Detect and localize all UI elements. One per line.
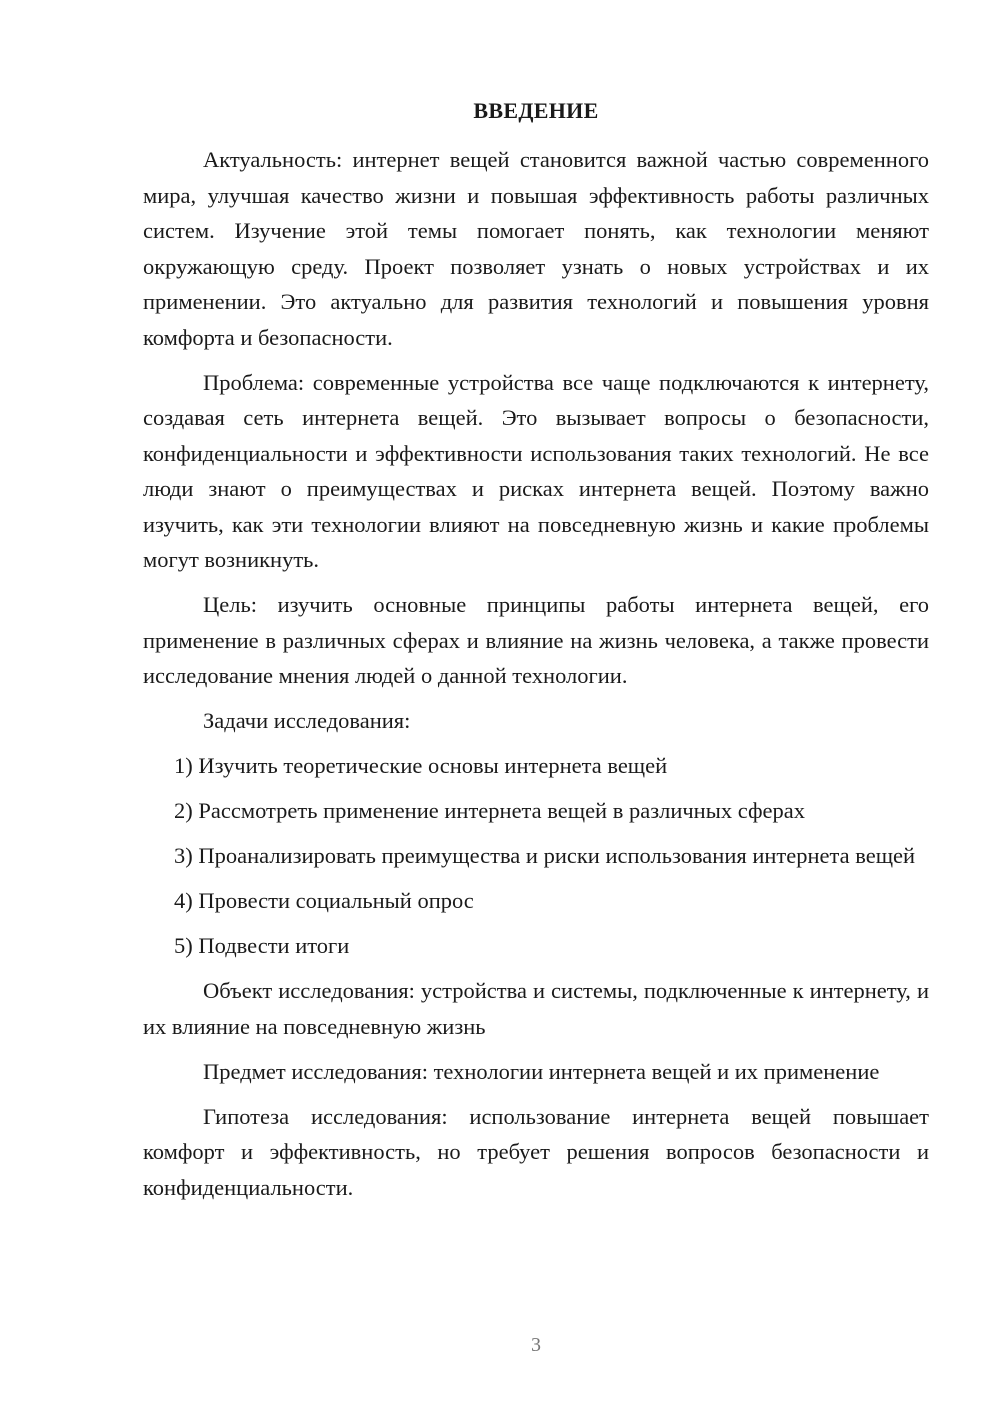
task-item: 1) Изучить теоретические основы интернета вещей: [174, 753, 668, 778]
goal-paragraph: Цель: изучить основные принципы работы интернета вещей, его применение в различных сферах и влияние на жизнь человека, а также провести исследование мнения людей о данной технологии.: [143, 592, 929, 688]
relevance-paragraph: Актуальность: интернет вещей становится важной частью современного мира, улучшая качество жизни и повышая эффективность работы различных систем. Изучение этой темы помогает понять, как технологии меняют окружающую среду. Проект позволяет узнать о новых устройствах и их применении. Это актуально для развития технологий и повышения уровня комфорта и безопасности.: [143, 147, 929, 350]
hypothesis-paragraph: Гипотеза исследования: использование интернета вещей повышает комфорт и эффективность, но требует решения вопросов безопасности и конфиденциальности.: [143, 1103, 929, 1200]
task-item: 2) Рассмотреть применение интернета вещей в различных сферах: [174, 798, 806, 823]
document-body: [143, 142, 929, 1215]
task-item: 5) Подвести итоги: [174, 933, 350, 958]
subject-paragraph: Предмет исследования: технологии интернета вещей и их применение: [203, 1058, 880, 1084]
task-item: 3) Проанализировать преимущества и риски использования интернета вещей: [174, 843, 916, 868]
page-number: 3: [531, 1334, 541, 1356]
object-paragraph: Объект исследования: устройства и системы, подключенные к интернету, и их влияние на повседневную жизнь: [143, 978, 929, 1039]
task-item: 4) Провести социальный опрос: [174, 888, 474, 913]
tasks-heading: Задачи исследования:: [203, 708, 411, 733]
problem-paragraph: Проблема: современные устройства все чаще подключаются к интернету, создавая сеть интернета вещей. Это вызывает вопросы о безопасности, конфиденциальности и эффективности использования таких технологий. Не все люди знают о преимуществах и рисках интернета вещей. Поэтому важно изучить, как эти технологии влияют на повседневную жизнь и какие проблемы могут возникнуть.: [143, 369, 929, 572]
section-heading: ВВЕДЕНИЕ: [473, 98, 599, 123]
